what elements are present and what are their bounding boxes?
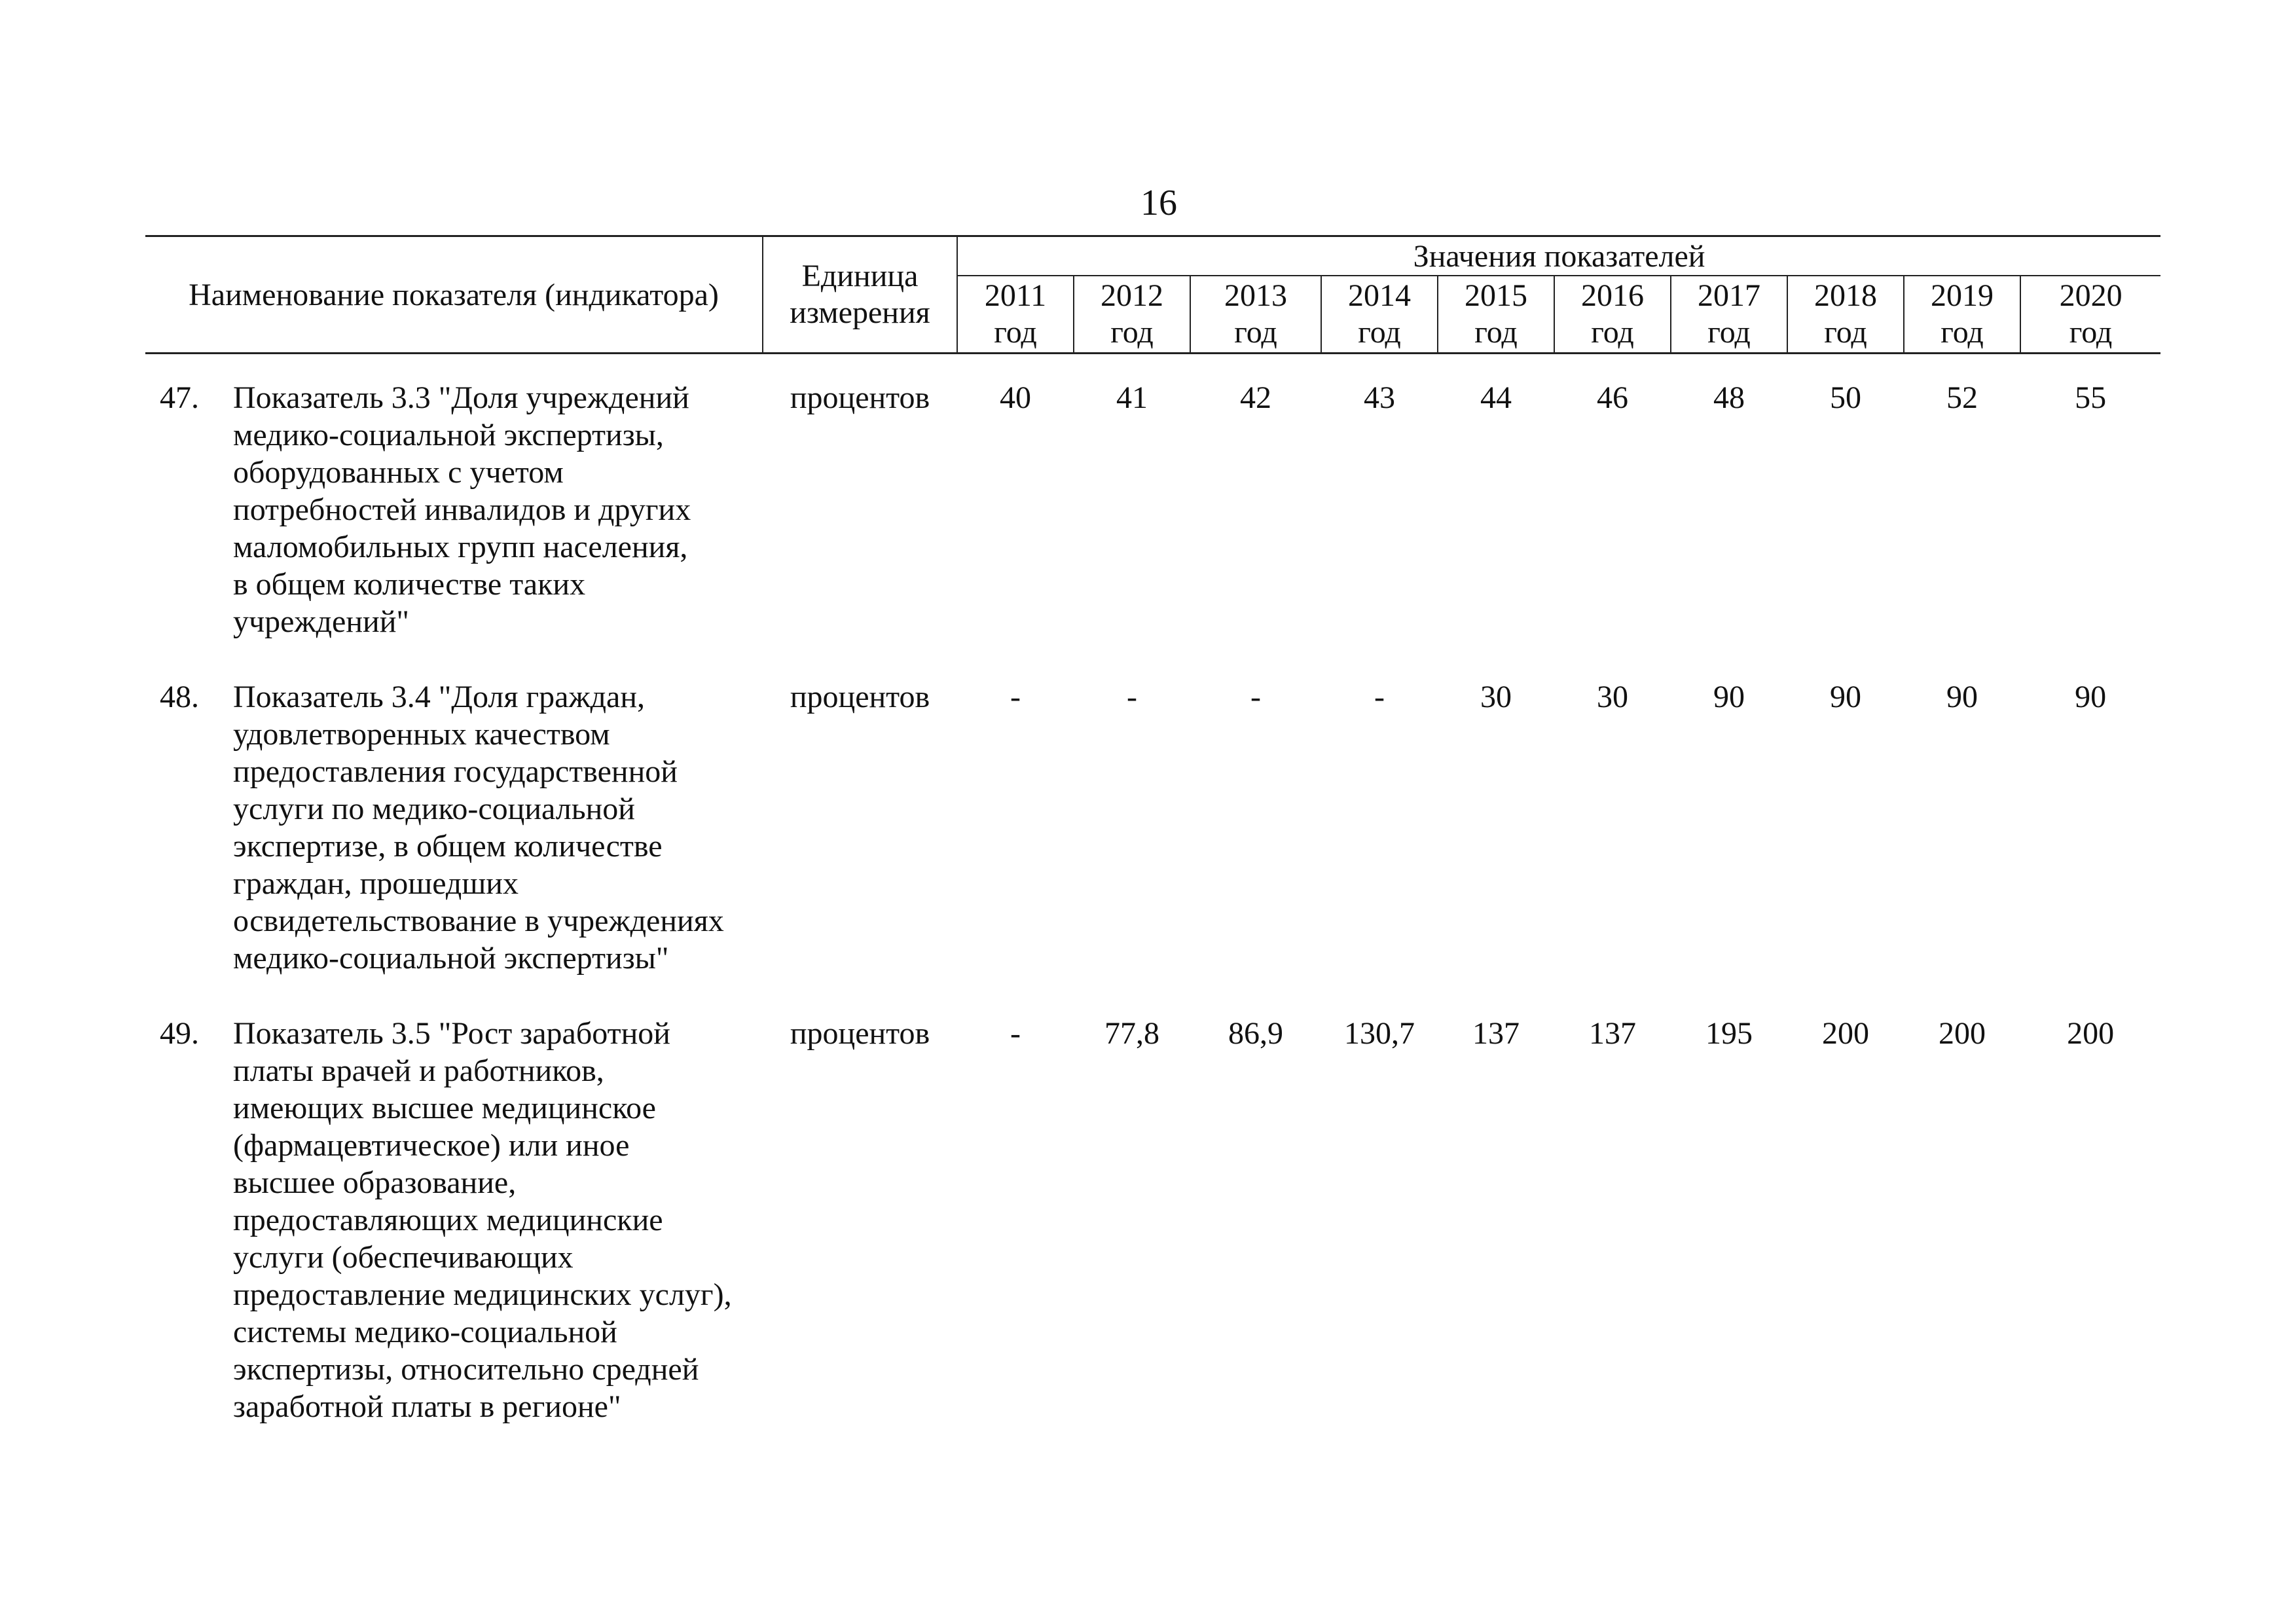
row-number: 49. [160, 1016, 199, 1051]
value-cell-2013: - [1250, 680, 1261, 714]
header-year-word: год [1358, 315, 1401, 350]
table-row [145, 379, 2160, 640]
header-year-number: 2020 [2059, 278, 2123, 313]
value-cell-2014: 43 [1364, 380, 1395, 415]
value-cell-2017: 195 [1705, 1016, 1753, 1051]
table-row [145, 678, 2160, 977]
table-row [145, 1015, 2160, 1425]
indicator-name-line: Показатель 3.3 "Доля учреждений [233, 380, 689, 415]
indicator-name-line: потребностей инвалидов и других [233, 492, 691, 527]
header-year-number: 2012 [1101, 278, 1163, 313]
row-number: 47. [160, 380, 199, 415]
indicator-name-line: в общем количестве таких [233, 567, 586, 602]
value-cell-2011: - [1010, 680, 1021, 714]
value-cell-2018: 90 [1830, 680, 1861, 714]
header-year-2012 [1074, 276, 1190, 354]
indicator-name-line: граждан, прошедших [233, 866, 519, 901]
value-cell-2013: 42 [1240, 380, 1271, 415]
indicator-name-line: услуги по медико-социальной [233, 792, 635, 826]
indicator-name-line: учреждений" [233, 604, 409, 639]
indicator-name-line: удовлетворенных качеством [233, 717, 610, 752]
value-cell-2015: 30 [1480, 680, 1512, 714]
indicator-name-cell [145, 678, 763, 977]
indicators-table [145, 235, 2160, 1425]
value-cell-2019: 200 [1939, 1016, 1986, 1051]
indicator-name-cell [145, 379, 763, 640]
value-cell-2020: 55 [2075, 380, 2107, 415]
header-year-word: год [1707, 315, 1751, 350]
indicator-name-line: услуги (обеспечивающих [233, 1240, 574, 1275]
header-values-group: Значения показателей [957, 236, 2160, 276]
header-year-2020 [2020, 276, 2160, 354]
header-year-2014 [1321, 276, 1438, 354]
unit-cell: процентов [790, 680, 930, 714]
header-year-number: 2016 [1581, 278, 1644, 313]
header-indicator-name: Наименование показателя (индикатора) [145, 236, 763, 354]
header-year-word: год [994, 315, 1037, 350]
header-year-number: 2017 [1698, 278, 1760, 313]
indicator-name-line: оборудованных с учетом [233, 455, 564, 490]
header-year-2011 [957, 276, 1074, 354]
header-year-word: год [1591, 315, 1634, 350]
header-year-word: год [1824, 315, 1867, 350]
unit-cell: процентов [790, 1016, 930, 1051]
unit-cell: процентов [790, 380, 930, 415]
header-unit-line2: измерения [790, 295, 930, 330]
value-cell-2012: 77,8 [1104, 1016, 1159, 1051]
indicator-name-line: экспертизе, в общем количестве [233, 829, 663, 864]
value-cell-2020: 90 [2075, 680, 2107, 714]
value-cell-2014: 130,7 [1344, 1016, 1415, 1051]
value-cell-2014: - [1374, 680, 1385, 714]
header-year-word: год [1941, 315, 1984, 350]
indicator-name-line: предоставляющих медицинские [233, 1203, 663, 1237]
indicator-name-line: предоставления государственной [233, 754, 678, 789]
header-unit-line1: Единица [801, 259, 919, 293]
header-year-number: 2018 [1814, 278, 1877, 313]
header-year-2013 [1190, 276, 1321, 354]
header-year-word: год [2069, 315, 2113, 350]
value-cell-2012: - [1127, 680, 1137, 714]
value-cell-2012: 41 [1116, 380, 1148, 415]
header-year-2018 [1787, 276, 1904, 354]
value-cell-2013: 86,9 [1228, 1016, 1283, 1051]
header-year-word: год [1234, 315, 1277, 350]
value-cell-2016: 30 [1597, 680, 1628, 714]
value-cell-2019: 90 [1946, 680, 1978, 714]
header-year-number: 2019 [1931, 278, 1994, 313]
indicator-name-line: Показатель 3.4 "Доля граждан, [233, 680, 646, 714]
value-cell-2015: 44 [1480, 380, 1512, 415]
value-cell-2017: 48 [1713, 380, 1745, 415]
page-number: 16 [1140, 183, 1177, 223]
header-year-word: год [1110, 315, 1154, 350]
header-year-2017 [1671, 276, 1787, 354]
indicator-name-line: заработной платы в регионе" [233, 1389, 621, 1424]
value-cell-2019: 52 [1946, 380, 1978, 415]
header-year-number: 2015 [1465, 278, 1527, 313]
indicator-name-line: Показатель 3.5 "Рост заработной [233, 1016, 670, 1051]
value-cell-2020: 200 [2067, 1016, 2115, 1051]
header-year-number: 2011 [984, 278, 1047, 313]
value-cell-2018: 50 [1830, 380, 1861, 415]
value-cell-2018: 200 [1822, 1016, 1869, 1051]
header-year-2016 [1554, 276, 1671, 354]
value-cell-2011: - [1010, 1016, 1021, 1051]
header-year-number: 2013 [1224, 278, 1287, 313]
indicator-name-line: (фармацевтическое) или иное [233, 1128, 630, 1163]
indicator-name-line: предоставление медицинских услуг), [233, 1277, 732, 1312]
row-number: 48. [160, 680, 199, 714]
indicator-name-cell [145, 1015, 763, 1425]
indicator-name-line: платы врачей и работников, [233, 1053, 604, 1088]
indicator-name-line: маломобильных групп населения, [233, 530, 688, 564]
indicator-name-line: высшее образование, [233, 1165, 517, 1200]
header-year-2019 [1904, 276, 2020, 354]
value-cell-2017: 90 [1713, 680, 1745, 714]
header-unit [763, 236, 957, 354]
indicator-name-line: медико-социальной экспертизы, [233, 418, 664, 452]
header-year-2015 [1438, 276, 1554, 354]
indicator-name-line: медико-социальной экспертизы" [233, 941, 669, 976]
header-year-number: 2014 [1348, 278, 1411, 313]
value-cell-2016: 46 [1597, 380, 1628, 415]
indicator-name-line: имеющих высшее медицинское [233, 1091, 656, 1125]
value-cell-2016: 137 [1589, 1016, 1636, 1051]
header-year-word: год [1474, 315, 1518, 350]
indicator-name-line: системы медико-социальной [233, 1315, 617, 1349]
value-cell-2011: 40 [1000, 380, 1031, 415]
indicators-table-wrapper [145, 235, 2160, 1425]
value-cell-2015: 137 [1472, 1016, 1520, 1051]
indicator-name-line: экспертизы, относительно средней [233, 1352, 699, 1387]
indicator-name-line: освидетельствование в учреждениях [233, 903, 724, 938]
